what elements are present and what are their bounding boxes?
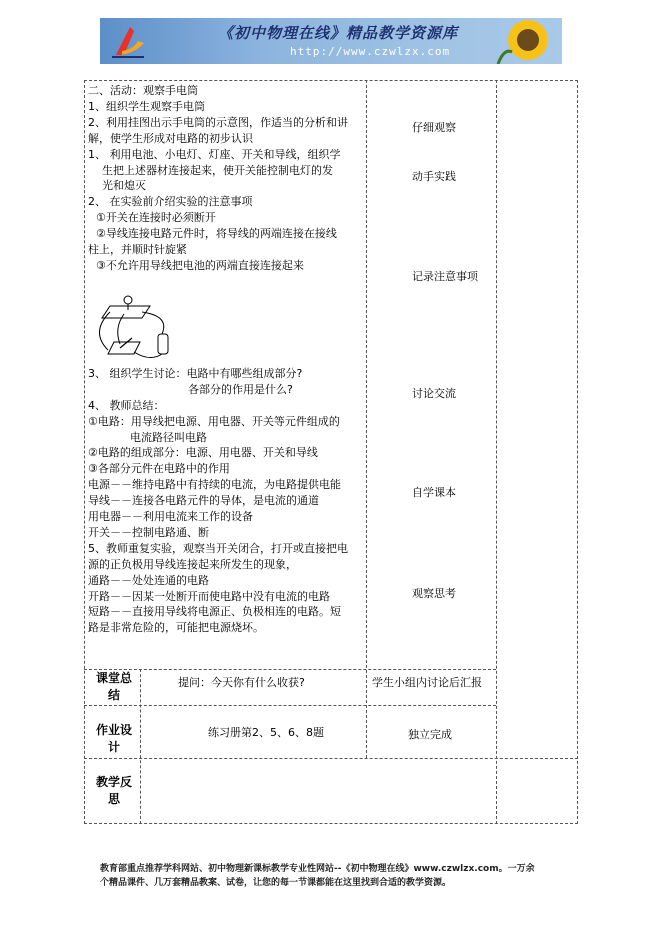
- content-line: ③各部分元件在电路中的作用: [88, 462, 230, 476]
- column-divider: [496, 80, 497, 824]
- content-line: 开关－－控制电路通、断: [88, 525, 209, 539]
- summary-question: 提问：今天你有什么收获?: [178, 676, 305, 689]
- footer-line: 个精品课件、几万套精品教案、试卷，让您的每一节课都能在这里找到合适的教学资源。: [100, 878, 452, 888]
- column-divider: [140, 669, 141, 824]
- site-logo-icon: [108, 21, 148, 61]
- summary-activity: 学生小组内讨论后汇报: [372, 676, 482, 689]
- content-line: 光和熄灭: [102, 179, 146, 193]
- content-line: 柱上，并顺时针旋紧: [88, 243, 187, 257]
- content-line: 2、 在实验前介绍实验的注意事项: [88, 195, 253, 209]
- homework-activity: 独立完成: [408, 728, 452, 741]
- content-line: 开路－－因某一处断开而使电路中没有电流的电路: [88, 589, 330, 603]
- site-banner: [100, 18, 562, 64]
- content-line: 导线－－连接各电路元件的导体，是电流的通道: [88, 494, 319, 508]
- content-line: ②电路的组成部分：电源、用电器、开关和导线: [88, 446, 318, 460]
- content-line: 电流路径叫电路: [130, 430, 207, 444]
- side-note: 仔细观察: [412, 121, 456, 134]
- content-line: 短路－－直接用导线将电源正、负极相连的电路。短: [88, 605, 341, 619]
- column-divider: [366, 80, 367, 758]
- row-divider: [84, 669, 496, 670]
- footer-line: 教育部重点推荐学科网站、初中物理新课标教学专业性网站--《初中物理在线》www.czwlzx.com。一万余: [100, 864, 535, 874]
- side-note: 记录注意事项: [412, 270, 478, 283]
- content-line: 3、 组织学生讨论：电路中有哪些组成部分?: [88, 366, 303, 380]
- content-line: 5、教师重复实验，观察当开关闭合，打开或直接把电: [88, 541, 348, 555]
- content-line: 用电器－－利用电流来工作的设备: [88, 510, 253, 524]
- content-line: ①开关在连接时必须断开: [96, 211, 216, 225]
- reflection-label: 教学反思: [96, 775, 133, 806]
- side-note: 动手实践: [412, 170, 456, 183]
- summary-label: 课堂总结: [96, 671, 133, 702]
- content-line: 电源－－维持电路中有持续的电流，为电路提供电能: [88, 478, 341, 492]
- page-footer: [100, 862, 570, 890]
- side-note: 讨论交流: [412, 387, 456, 400]
- content-line: 通路－－处处连通的电路: [88, 573, 209, 587]
- content-line: ①电路：用导线把电源、用电器、开关等元件组成的: [88, 414, 340, 428]
- row-divider: [84, 758, 578, 759]
- banner-url[interactable]: http://www.czwlzx.com: [290, 45, 451, 58]
- content-line: 4、 教师总结：: [88, 398, 165, 412]
- content-line: 2、利用挂图出示手电筒的示意图，作适当的分析和讲: [88, 115, 348, 129]
- row-divider: [84, 705, 496, 706]
- content-line: 源的正负极用导线连接起来所发生的现象，: [88, 557, 297, 571]
- side-note: 观察思考: [412, 587, 456, 600]
- homework-content: 练习册第2、5、6、8题: [208, 726, 324, 739]
- content-line: 1、组织学生观察手电筒: [88, 99, 205, 113]
- banner-title: 《初中物理在线》精品教学资源库: [218, 24, 459, 42]
- content-line: 1、 利用电池、小电灯、灯座、开关和导线，组织学: [88, 147, 341, 161]
- content-line: 二、活动：观察手电筒: [88, 84, 198, 97]
- side-note: 自学课本: [412, 486, 456, 499]
- content-line: 路是非常危险的，可能把电源烧坏。: [88, 621, 264, 635]
- circuit-diagram-icon: [90, 292, 180, 364]
- content-line: ③不允许用导线把电池的两端直接连接起来: [96, 258, 304, 272]
- sunflower-icon: [494, 18, 558, 64]
- content-line: 解，使学生形成对电路的初步认识: [88, 131, 253, 145]
- content-line: 生把上述器材连接起来，使开关能控制电灯的发: [102, 163, 333, 177]
- content-line: ②导线连接电路元件时，将导线的两端连接在接线: [96, 227, 337, 241]
- content-line: 各部分的作用是什么?: [188, 382, 293, 396]
- homework-label: 作业设计: [96, 723, 133, 754]
